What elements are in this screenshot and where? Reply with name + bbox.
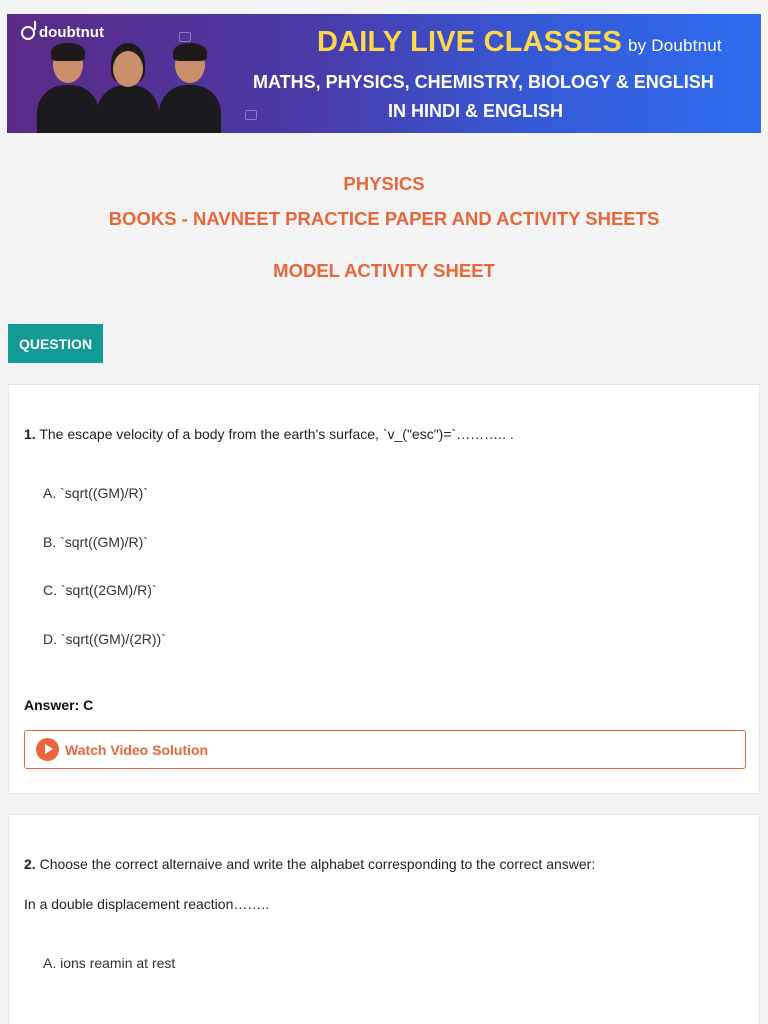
play-icon [36, 738, 59, 761]
subject-title: PHYSICS [343, 173, 425, 194]
banner-by-doubtnut: by Doubtnut [627, 36, 722, 55]
question-text [24, 856, 595, 872]
question-card [8, 814, 760, 1024]
doodle-icon [245, 110, 257, 120]
book-title: BOOKS - NAVNEET PRACTICE PAPER AND ACTIVITY SHEETS [108, 208, 660, 229]
question-card [8, 384, 760, 794]
chapter-title: MODEL ACTIVITY SHEET [273, 260, 495, 281]
doubtnut-logo-icon [21, 26, 35, 40]
stray-mark: ` [7, 131, 11, 142]
question-body: The escape velocity of a body from the earth's surface, `v_("esc")=`……….. . [39, 426, 514, 442]
question-text [24, 426, 514, 442]
watch-video-button[interactable] [24, 730, 746, 769]
option-b: B. `sqrt((GM)/R)` [43, 534, 148, 550]
logo-text: doubtnut [39, 24, 104, 41]
question-badge: QUESTION [8, 324, 103, 363]
question-body: Choose the correct alternaive and write the alphabet corresponding to the correct answer: [39, 856, 596, 872]
question-subtext: In a double displacement reaction…….. [24, 896, 270, 912]
teacher-photo [37, 47, 99, 133]
option-d: D. `sqrt((GM)/(2R))` [43, 631, 166, 647]
watch-video-label: Watch Video Solution [65, 741, 209, 758]
teacher-photo [159, 47, 221, 133]
answer-text: Answer: C [24, 697, 94, 713]
banner-languages: IN HINDI & ENGLISH [388, 101, 564, 121]
banner-headline: DAILY LIVE CLASSES by Doubtnut [317, 26, 722, 58]
option-c: C. `sqrt((2GM)/R)` [43, 582, 157, 598]
question-number: 2. [24, 856, 36, 872]
banner-subjects: MATHS, PHYSICS, CHEMISTRY, BIOLOGY & ENGLISH [253, 72, 714, 92]
doodle-icon [179, 32, 191, 42]
promo-banner[interactable] [7, 14, 761, 133]
option-a: A. `sqrt((GM)/R)` [43, 485, 148, 501]
question-number: 1. [24, 426, 36, 442]
option-a: A. ions reamin at rest [43, 955, 176, 971]
doubtnut-logo [21, 24, 104, 41]
teacher-photo [97, 47, 159, 133]
